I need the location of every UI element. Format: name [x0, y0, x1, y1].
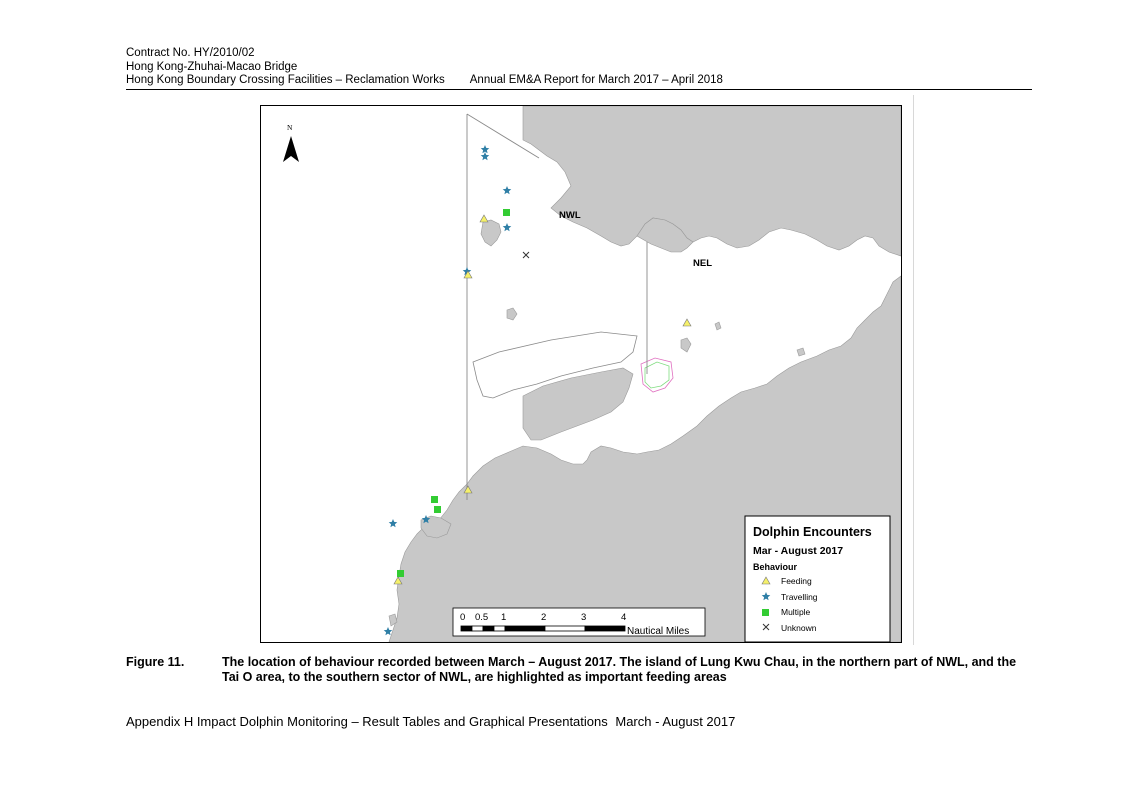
footer-dates: March - August 2017 [615, 714, 736, 729]
marker-star [389, 519, 398, 527]
report-name: Annual EM&A Report for March 2017 – April 2018 [469, 74, 723, 86]
page-divider [913, 95, 914, 645]
north-arrow [283, 123, 299, 162]
area-label-nwl: NWL [559, 210, 581, 221]
legend-unknown-label: Unknown [781, 623, 817, 633]
marker-square [434, 506, 441, 513]
figure-number: Figure 11. [126, 655, 185, 669]
legend-feeding-label: Feeding [781, 576, 812, 586]
header-rule [126, 89, 1032, 90]
scale-tick-4: 4 [621, 612, 627, 623]
project-name: Hong Kong-Zhuhai-Macao Bridge [126, 60, 298, 73]
markers-unknown [523, 252, 529, 258]
marker-cross [523, 252, 529, 258]
scale-tick-2: 2 [541, 612, 547, 623]
land-islet-3 [797, 348, 805, 356]
legend-multiple-label: Multiple [781, 607, 811, 617]
legend [745, 516, 890, 642]
legend-title: Dolphin Encounters [753, 525, 872, 539]
document-footer [126, 714, 735, 729]
marker-triangle [480, 215, 488, 222]
scale-tick-0-5: 0.5 [475, 612, 489, 623]
marker-square [503, 209, 510, 216]
marker-star [481, 152, 490, 160]
figure-caption-text: The location of behaviour recorded between March – August 2017. The island of Lung Kwu Chau, in the northern part of NWL, and the Tai O area, to the southern sector of NWL, are highlighted as important feeding areas [222, 655, 1017, 684]
nwl-boundary [467, 114, 539, 500]
land-north-mainland [523, 106, 901, 256]
scale-bar-segments [461, 626, 625, 631]
document-header [126, 47, 1032, 88]
legend-travelling-label: Travelling [781, 592, 818, 602]
map-figure [260, 105, 902, 643]
scale-tick-1: 1 [501, 612, 507, 623]
marker-star [384, 627, 393, 635]
marker-star [503, 223, 512, 231]
land-islet-1 [507, 308, 517, 320]
land-islet-4 [715, 322, 721, 330]
land-lung-kwu-chau [481, 220, 501, 246]
scale-bar [453, 608, 705, 637]
contract-number: Contract No. HY/2010/02 [126, 47, 255, 59]
legend-subtitle: Mar - August 2017 [753, 545, 844, 557]
scale-tick-0: 0 [460, 612, 466, 623]
legend-multiple-icon [762, 609, 769, 616]
header-line-3 [126, 74, 1032, 88]
scale-unit: Nautical Miles [627, 626, 690, 637]
marker-square [397, 570, 404, 577]
scale-tick-3: 3 [581, 612, 587, 623]
works-boundary [641, 358, 673, 392]
footer-text: Appendix H Impact Dolphin Monitoring – Result Tables and Graphical Presentations [126, 714, 608, 729]
works-name: Hong Kong Boundary Crossing Facilities – Reclamation Works [126, 74, 445, 86]
marker-triangle [683, 319, 691, 326]
legend-section: Behaviour [753, 562, 798, 572]
marker-star [503, 186, 512, 194]
marker-square [431, 496, 438, 503]
map-canvas [261, 106, 901, 642]
land-islet-2 [681, 338, 691, 352]
north-label: N [287, 123, 293, 132]
area-label-nel: NEL [693, 258, 712, 269]
north-arrow-icon [283, 136, 299, 162]
